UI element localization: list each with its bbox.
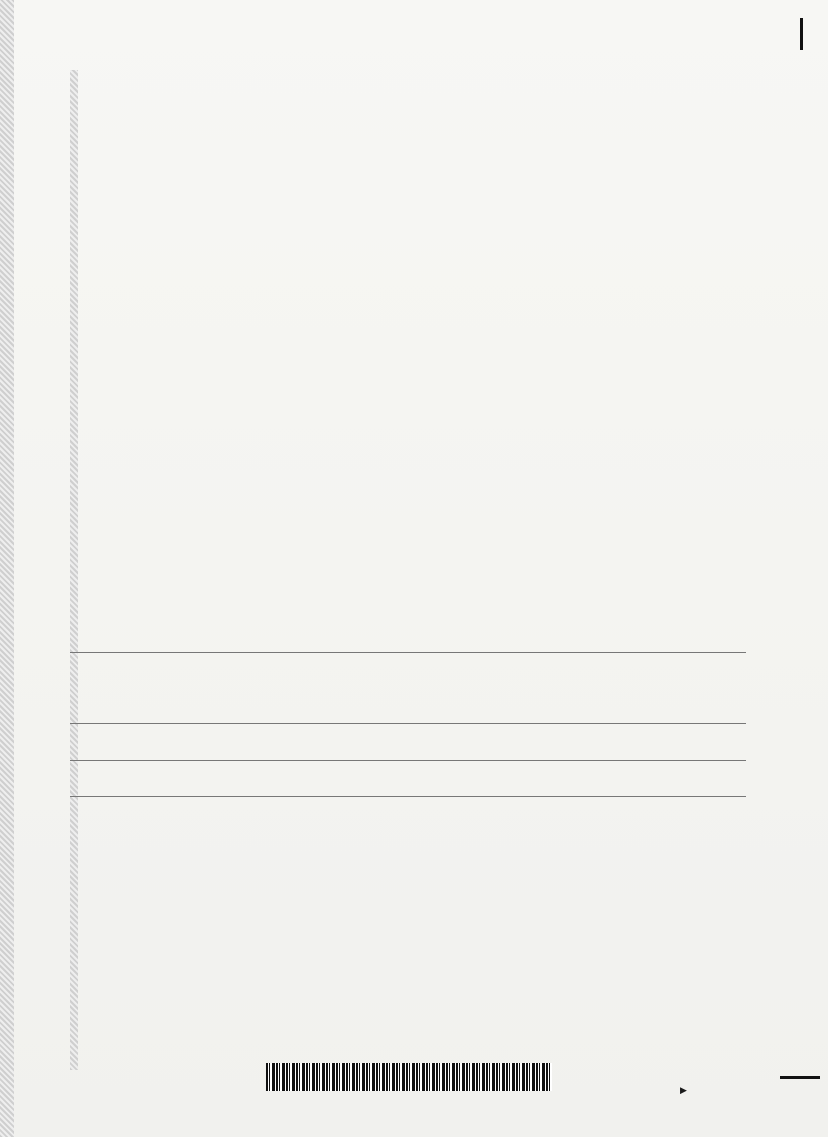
answer-line <box>70 652 746 653</box>
turn-over <box>680 1082 687 1096</box>
answer-line <box>70 796 746 797</box>
barcode <box>266 1063 552 1091</box>
answer-line <box>70 760 746 761</box>
answer-line <box>70 723 746 724</box>
arrow-right-icon: ▶ <box>680 1085 687 1095</box>
